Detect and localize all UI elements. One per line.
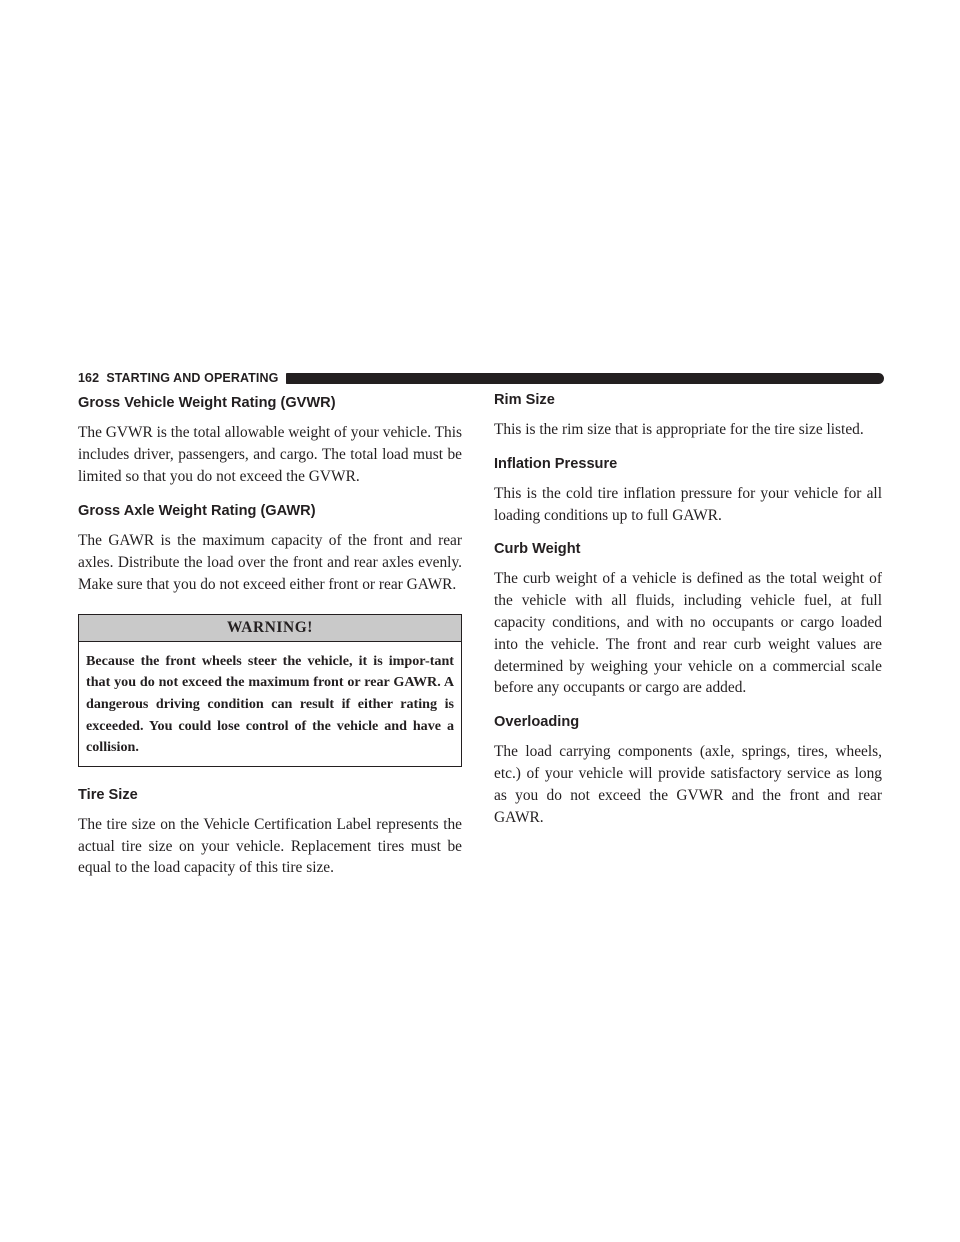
- gawr-heading: Gross Axle Weight Rating (GAWR): [78, 503, 316, 520]
- gvwr-text: The GVWR is the total allowable weight of your vehicle. This includes driver, passengers, and cargo. The total load must be limited so that you do not exceed the GVWR.: [78, 424, 462, 485]
- rim-size-heading: Rim Size: [494, 392, 555, 408]
- curb-weight-heading: Curb Weight: [494, 541, 581, 558]
- rim-size-text: This is the rim size that is appropriate for the tire size listed.: [494, 421, 864, 438]
- overloading-heading: Overloading: [494, 714, 580, 731]
- inflation-pressure-heading: Inflation Pressure: [494, 455, 618, 472]
- tire-size-heading: Tire Size: [78, 786, 138, 803]
- gawr-section: [78, 501, 462, 595]
- page-header: [78, 370, 884, 386]
- inflation-pressure-section: [494, 454, 882, 527]
- page-number-and-section: [78, 370, 278, 386]
- tire-size-section: [78, 785, 462, 879]
- gvwr-section: [78, 393, 462, 487]
- warning-text: Because the front wheels steer the vehicle, it is impor-tant that you do not exceed the maximum front or rear GAWR. A dangerous driving condition can result if either rating is exceeded. You could lose control of the vehicle and have a collision.: [86, 652, 454, 756]
- rim-size-section: [494, 390, 882, 441]
- warning-box: [78, 614, 462, 767]
- inflation-pressure-text: This is the cold tire inflation pressure for your vehicle for all loading conditions up to full GAWR.: [494, 484, 882, 524]
- right-column: [494, 390, 882, 841]
- header-rule: [286, 373, 884, 384]
- curb-weight-section: [494, 539, 882, 699]
- overloading-section: [494, 712, 882, 828]
- left-column: [78, 393, 462, 892]
- overloading-text: The load carrying components (axle, springs, tires, wheels, etc.) of your vehicle will provide satisfactory service as long as you do not exceed the GVWR and the front and rear GAWR.: [494, 743, 882, 826]
- warning-title: WARNING!: [79, 615, 461, 642]
- section-title: STARTING AND OPERATING: [106, 371, 279, 385]
- gvwr-heading: Gross Vehicle Weight Rating (GVWR): [78, 395, 336, 411]
- tire-size-text: The tire size on the Vehicle Certification Label represents the actual tire size on your vehicle. Replacement tires must be equal to the load capacity of this tire size.: [78, 815, 462, 877]
- gawr-text: The GAWR is the maximum capacity of the front and rear axles. Distribute the load over the front and rear axles evenly. Make sure that you do not exceed either front or rear GAWR.: [78, 532, 462, 593]
- curb-weight-text: The curb weight of a vehicle is defined as the total weight of the vehicle with all fluids, including vehicle fuel, at full capacity conditions, and with no occupants or cargo loaded into the vehicle. The front and rear curb weight values are determined by weighing your vehicle on a commercial scale before any occupants or cargo are added.: [494, 570, 882, 697]
- page-number: 162: [78, 371, 100, 385]
